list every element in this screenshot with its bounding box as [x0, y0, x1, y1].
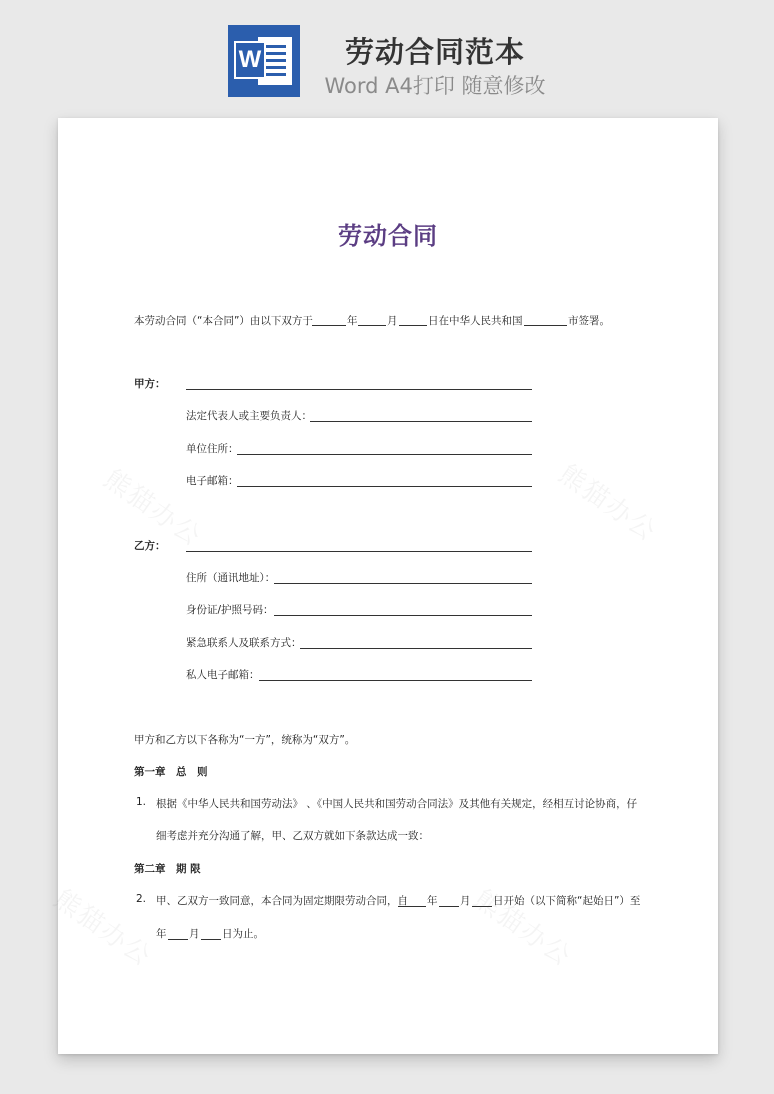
clause-1-line-2: 细考虑并充分沟通了解，甲、乙双方就如下条款达成一致：	[156, 830, 429, 842]
party-b-name-blank[interactable]	[186, 551, 532, 552]
party-b-field-label: 私人电子邮箱：	[186, 669, 260, 681]
party-a-label: 甲方：	[134, 378, 166, 390]
date-year-blank[interactable]	[312, 325, 346, 326]
word-icon	[228, 25, 300, 97]
clause-2-month: 月	[460, 895, 471, 907]
clause-2-number: 2.	[136, 893, 147, 905]
party-a-representative-blank[interactable]	[310, 421, 532, 422]
party-a-field-label: 单位住所：	[186, 443, 239, 455]
word-letter: W	[234, 41, 266, 79]
clause-2-text-end: 日开始（以下简称“起始日”）至	[493, 895, 641, 907]
parties-note: 甲方和乙方以下各称为“一方”，统称为“双方”。	[134, 734, 356, 746]
party-b-field-label: 紧急联系人及联系方式：	[186, 637, 302, 649]
document-title: 劳动合同	[338, 222, 438, 250]
intro-month: 月	[387, 315, 398, 327]
chapter-1-heading: 第一章 总 则	[134, 766, 208, 778]
date-month-blank[interactable]	[358, 325, 386, 326]
party-a-field-label: 法定代表人或主要负责人：	[186, 410, 312, 422]
start-year-blank[interactable]	[398, 906, 426, 907]
header-subtitle: Word A4打印 随意修改	[324, 74, 546, 98]
document-page	[58, 118, 718, 1054]
party-b-field-label: 住所（通讯地址）：	[186, 572, 276, 584]
end-day-blank[interactable]	[201, 939, 221, 940]
watermark	[553, 454, 666, 549]
party-b-email-blank[interactable]	[259, 680, 532, 681]
end-month-blank[interactable]	[168, 939, 188, 940]
clause-2-end-year: 年	[156, 928, 167, 940]
start-month-blank[interactable]	[439, 906, 459, 907]
party-a-email-blank[interactable]	[237, 486, 532, 487]
party-b-field-label: 身份证/护照号码：	[186, 604, 274, 616]
party-b-emergency-contact-blank[interactable]	[300, 648, 532, 649]
intro-text: 本劳动合同（“本合同”）由以下双方于	[134, 315, 313, 327]
clause-2-end-month: 月	[189, 928, 200, 940]
clause-2-end: 日为止。	[222, 928, 264, 940]
chapter-2-heading: 第二章 期 限	[134, 863, 201, 875]
clause-2-year: 年	[427, 895, 438, 907]
party-a-name-blank[interactable]	[186, 389, 532, 390]
city-blank[interactable]	[524, 325, 567, 326]
clause-1-line-1: 根据《中华人民共和国劳动法》 、《中国人民共和国劳动合同法》及其他有关规定，经相互讨论协商，仔	[156, 798, 638, 810]
date-day-blank[interactable]	[399, 325, 427, 326]
start-day-blank[interactable]	[472, 906, 492, 907]
clause-1-number: 1.	[136, 796, 147, 808]
party-b-address-blank[interactable]	[274, 583, 532, 584]
header	[0, 0, 774, 110]
clause-2-text: 甲、乙双方一致同意，本合同为固定期限劳动合同，自	[156, 895, 408, 907]
intro-year: 年	[347, 315, 358, 327]
party-b-id-blank[interactable]	[274, 615, 532, 616]
intro-place: 日在中华人民共和国	[428, 315, 523, 327]
party-b-label: 乙方：	[134, 540, 166, 552]
party-a-field-label: 电子邮箱：	[186, 475, 239, 487]
header-title: 劳动合同范本	[344, 35, 525, 69]
intro-end: 市签署。	[568, 315, 610, 327]
party-a-address-blank[interactable]	[237, 454, 532, 455]
